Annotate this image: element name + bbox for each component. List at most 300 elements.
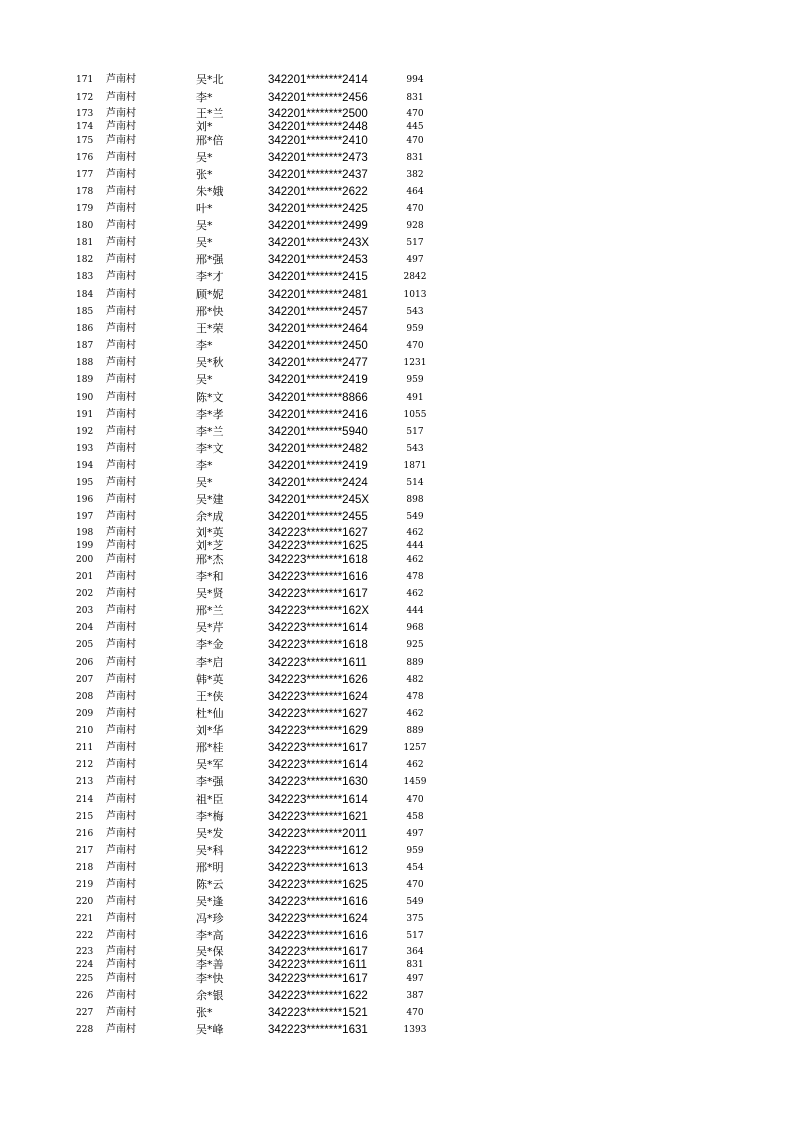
person-name: 吴*峰 — [196, 1023, 224, 1036]
village-name: 芦南村 — [106, 571, 136, 582]
id-number: 342201********2455 — [268, 511, 368, 523]
village-name: 芦南村 — [106, 121, 136, 132]
village-name: 芦南村 — [106, 540, 136, 551]
id-number: 342201********2410 — [268, 135, 368, 147]
table-row — [0, 989, 793, 1003]
table-row — [0, 539, 793, 553]
amount: 543 — [406, 307, 424, 317]
village-name: 芦南村 — [106, 323, 136, 334]
village-name: 芦南村 — [106, 990, 136, 1001]
table-row — [0, 305, 793, 319]
id-number: 342201********2482 — [268, 443, 368, 455]
id-number: 342223********1611 — [268, 959, 367, 971]
person-name: 邢*兰 — [196, 604, 224, 617]
id-number: 342223********1625 — [268, 540, 368, 552]
row-number: 184 — [76, 290, 94, 300]
table-row — [0, 861, 793, 875]
row-number: 177 — [76, 170, 94, 180]
person-name: 王*兰 — [196, 107, 224, 120]
table-row — [0, 673, 793, 687]
row-number: 171 — [76, 75, 94, 85]
row-number: 225 — [76, 974, 94, 984]
id-number: 342223********1631 — [268, 1024, 368, 1036]
id-number: 342223********1616 — [268, 571, 368, 583]
village-name: 芦南村 — [106, 845, 136, 856]
person-name: 吴*芹 — [196, 621, 224, 634]
row-number: 182 — [76, 255, 94, 265]
table-row — [0, 553, 793, 567]
person-name: 邢*强 — [196, 253, 224, 266]
person-name: 吴*建 — [196, 493, 224, 506]
row-number: 204 — [76, 623, 94, 633]
amount: 458 — [406, 812, 424, 822]
row-number: 226 — [76, 991, 94, 1001]
row-number: 178 — [76, 187, 94, 197]
amount: 482 — [406, 675, 424, 685]
amount: 514 — [406, 478, 424, 488]
row-number: 212 — [76, 760, 94, 770]
village-name: 芦南村 — [106, 862, 136, 873]
person-name: 吴* — [196, 476, 213, 489]
table-row — [0, 895, 793, 909]
person-name: 李*启 — [196, 656, 224, 669]
village-name: 芦南村 — [106, 443, 136, 454]
id-number: 342223********1614 — [268, 759, 368, 771]
row-number: 195 — [76, 478, 94, 488]
row-number: 180 — [76, 221, 94, 231]
id-number: 342223********1617 — [268, 973, 368, 985]
village-name: 芦南村 — [106, 135, 136, 146]
person-name: 陈*云 — [196, 878, 224, 891]
table-row — [0, 690, 793, 704]
person-name: 李*兰 — [196, 425, 224, 438]
table-row — [0, 526, 793, 540]
row-number: 203 — [76, 606, 94, 616]
table-row — [0, 339, 793, 353]
id-number: 342223********1616 — [268, 930, 368, 942]
id-number: 342223********1611 — [268, 657, 367, 669]
id-number: 342223********1630 — [268, 776, 368, 788]
row-number: 185 — [76, 307, 94, 317]
id-number: 342201********2416 — [268, 409, 368, 421]
person-name: 李*强 — [196, 775, 224, 788]
table-row — [0, 810, 793, 824]
id-number: 342223********1629 — [268, 725, 368, 737]
village-name: 芦南村 — [106, 811, 136, 822]
id-number: 342223********1627 — [268, 708, 368, 720]
amount: 497 — [406, 974, 424, 984]
village-name: 芦南村 — [106, 220, 136, 231]
amount: 462 — [406, 589, 424, 599]
person-name: 冯*珍 — [196, 912, 224, 925]
amount: 497 — [406, 255, 424, 265]
amount: 470 — [406, 880, 424, 890]
id-number: 342223********1612 — [268, 845, 368, 857]
table-row — [0, 912, 793, 926]
village-name: 芦南村 — [106, 913, 136, 924]
person-name: 吴* — [196, 219, 213, 232]
table-row — [0, 442, 793, 456]
village-name: 芦南村 — [106, 289, 136, 300]
village-name: 芦南村 — [106, 477, 136, 488]
id-number: 342201********2437 — [268, 169, 368, 181]
amount: 470 — [406, 109, 424, 119]
id-number: 342223********1621 — [268, 811, 368, 823]
amount: 470 — [406, 136, 424, 146]
amount: 959 — [406, 846, 424, 856]
person-name: 李*文 — [196, 442, 224, 455]
id-number: 342223********1613 — [268, 862, 368, 874]
person-name: 刘*华 — [196, 724, 224, 737]
person-name: 吴*军 — [196, 758, 224, 771]
row-number: 186 — [76, 324, 94, 334]
row-number: 174 — [76, 122, 94, 132]
row-number: 192 — [76, 427, 94, 437]
amount: 994 — [406, 75, 424, 85]
id-number: 342201********2425 — [268, 203, 368, 215]
row-number: 228 — [76, 1025, 94, 1035]
amount: 1393 — [403, 1025, 427, 1035]
person-name: 余*银 — [196, 989, 224, 1002]
table-row — [0, 391, 793, 405]
amount: 889 — [406, 726, 424, 736]
row-number: 215 — [76, 812, 94, 822]
amount: 462 — [406, 555, 424, 565]
person-name: 张* — [196, 168, 213, 181]
person-name: 吴*贤 — [196, 587, 224, 600]
amount: 1871 — [403, 461, 427, 471]
person-name: 李*才 — [196, 270, 224, 283]
row-number: 202 — [76, 589, 94, 599]
village-name: 芦南村 — [106, 622, 136, 633]
amount: 831 — [406, 93, 424, 103]
table-row — [0, 168, 793, 182]
row-number: 214 — [76, 795, 94, 805]
id-number: 342201********2464 — [268, 323, 368, 335]
amount: 470 — [406, 341, 424, 351]
row-number: 227 — [76, 1008, 94, 1018]
table-row — [0, 270, 793, 284]
person-name: 吴*发 — [196, 827, 224, 840]
table-row — [0, 621, 793, 635]
table-row — [0, 288, 793, 302]
village-name: 芦南村 — [106, 203, 136, 214]
amount: 517 — [406, 238, 424, 248]
row-number: 197 — [76, 512, 94, 522]
table-row — [0, 724, 793, 738]
row-number: 217 — [76, 846, 94, 856]
table-row — [0, 827, 793, 841]
person-name: 吴*北 — [196, 73, 224, 86]
id-number: 342201********2415 — [268, 271, 368, 283]
village-name: 芦南村 — [106, 674, 136, 685]
amount: 889 — [406, 658, 424, 668]
person-name: 李*梅 — [196, 810, 224, 823]
table-row — [0, 202, 793, 216]
id-number: 342223********1617 — [268, 742, 368, 754]
village-name: 芦南村 — [106, 169, 136, 180]
village-name: 芦南村 — [106, 237, 136, 248]
id-number: 342201********2424 — [268, 477, 368, 489]
id-number: 342223********1521 — [268, 1007, 368, 1019]
person-name: 吴* — [196, 373, 213, 386]
village-name: 芦南村 — [106, 946, 136, 957]
table-row — [0, 570, 793, 584]
table-row — [0, 638, 793, 652]
id-number: 342223********1618 — [268, 554, 368, 566]
person-name: 李*快 — [196, 972, 224, 985]
amount: 478 — [406, 572, 424, 582]
person-name: 李*金 — [196, 638, 224, 651]
table-row — [0, 972, 793, 986]
village-name: 芦南村 — [106, 588, 136, 599]
amount: 1013 — [403, 290, 427, 300]
table-row — [0, 758, 793, 772]
amount: 1231 — [403, 358, 427, 368]
village-name: 芦南村 — [106, 554, 136, 565]
row-number: 175 — [76, 136, 94, 146]
person-name: 刘*芝 — [196, 539, 224, 552]
person-name: 韩*英 — [196, 673, 224, 686]
person-name: 李* — [196, 459, 213, 472]
village-name: 芦南村 — [106, 691, 136, 702]
id-number: 342201********2622 — [268, 186, 368, 198]
id-number: 342201********2457 — [268, 306, 368, 318]
person-name: 张* — [196, 1006, 213, 1019]
table-row — [0, 878, 793, 892]
id-number: 342201********2414 — [268, 74, 368, 86]
row-number: 216 — [76, 829, 94, 839]
id-number: 342201********245X — [268, 494, 370, 506]
id-number: 342201********2481 — [268, 289, 368, 301]
row-number: 209 — [76, 709, 94, 719]
village-name: 芦南村 — [106, 527, 136, 538]
row-number: 210 — [76, 726, 94, 736]
table-row — [0, 510, 793, 524]
person-name: 吴*逢 — [196, 895, 224, 908]
id-number: 342223********1624 — [268, 691, 368, 703]
village-name: 芦南村 — [106, 1024, 136, 1035]
amount: 454 — [406, 863, 424, 873]
id-number: 342201********2419 — [268, 460, 368, 472]
village-name: 芦南村 — [106, 742, 136, 753]
table-row — [0, 929, 793, 943]
person-name: 顾*妮 — [196, 288, 224, 301]
row-number: 201 — [76, 572, 94, 582]
amount: 959 — [406, 324, 424, 334]
table-row — [0, 958, 793, 972]
village-name: 芦南村 — [106, 186, 136, 197]
table-row — [0, 134, 793, 148]
amount: 1055 — [403, 410, 427, 420]
table-row — [0, 151, 793, 165]
table-row — [0, 120, 793, 134]
table-row — [0, 775, 793, 789]
village-name: 芦南村 — [106, 494, 136, 505]
village-name: 芦南村 — [106, 426, 136, 437]
person-name: 朱*娥 — [196, 185, 224, 198]
amount: 375 — [406, 914, 424, 924]
row-number: 200 — [76, 555, 94, 565]
row-number: 219 — [76, 880, 94, 890]
table-row — [0, 707, 793, 721]
row-number: 172 — [76, 93, 94, 103]
person-name: 邢*杰 — [196, 553, 224, 566]
amount: 470 — [406, 204, 424, 214]
id-number: 342201********2477 — [268, 357, 368, 369]
person-name: 余*成 — [196, 510, 224, 523]
amount: 462 — [406, 760, 424, 770]
id-number: 342201********2450 — [268, 340, 368, 352]
id-number: 342223********1624 — [268, 913, 368, 925]
row-number: 221 — [76, 914, 94, 924]
table-row — [0, 322, 793, 336]
row-number: 223 — [76, 947, 94, 957]
table-row — [0, 945, 793, 959]
id-number: 342223********1627 — [268, 527, 368, 539]
table-row — [0, 356, 793, 370]
table-row — [0, 107, 793, 121]
village-name: 芦南村 — [106, 708, 136, 719]
table-row — [0, 253, 793, 267]
amount: 925 — [406, 640, 424, 650]
person-name: 祖*臣 — [196, 793, 224, 806]
person-name: 吴*秋 — [196, 356, 224, 369]
table-row — [0, 373, 793, 387]
village-name: 芦南村 — [106, 374, 136, 385]
table-row — [0, 476, 793, 490]
village-name: 芦南村 — [106, 108, 136, 119]
village-name: 芦南村 — [106, 896, 136, 907]
village-name: 芦南村 — [106, 959, 136, 970]
id-number: 342223********162X — [268, 605, 370, 617]
id-number: 342223********1614 — [268, 794, 368, 806]
village-name: 芦南村 — [106, 306, 136, 317]
row-number: 179 — [76, 204, 94, 214]
row-number: 206 — [76, 658, 94, 668]
person-name: 王*荣 — [196, 322, 224, 335]
table-row — [0, 793, 793, 807]
id-number: 342223********1622 — [268, 990, 368, 1002]
id-number: 342223********1625 — [268, 879, 368, 891]
person-name: 邢*明 — [196, 861, 224, 874]
row-number: 198 — [76, 528, 94, 538]
person-name: 李*孝 — [196, 408, 224, 421]
village-name: 芦南村 — [106, 639, 136, 650]
amount: 959 — [406, 375, 424, 385]
amount: 928 — [406, 221, 424, 231]
amount: 462 — [406, 709, 424, 719]
person-name: 吴*保 — [196, 945, 224, 958]
row-number: 183 — [76, 272, 94, 282]
row-number: 173 — [76, 109, 94, 119]
amount: 898 — [406, 495, 424, 505]
village-name: 芦南村 — [106, 759, 136, 770]
village-name: 芦南村 — [106, 357, 136, 368]
amount: 444 — [406, 541, 424, 551]
village-name: 芦南村 — [106, 271, 136, 282]
row-number: 213 — [76, 777, 94, 787]
person-name: 吴*科 — [196, 844, 224, 857]
id-number: 342201********2499 — [268, 220, 368, 232]
row-number: 224 — [76, 960, 94, 970]
table-row — [0, 493, 793, 507]
person-name: 吴* — [196, 151, 213, 164]
id-number: 342223********1617 — [268, 946, 368, 958]
village-name: 芦南村 — [106, 973, 136, 984]
table-row — [0, 219, 793, 233]
village-name: 芦南村 — [106, 511, 136, 522]
amount: 491 — [406, 393, 424, 403]
amount: 1257 — [403, 743, 427, 753]
amount: 543 — [406, 444, 424, 454]
person-name: 邢*倍 — [196, 134, 224, 147]
village-name: 芦南村 — [106, 794, 136, 805]
amount: 497 — [406, 829, 424, 839]
person-name: 刘*英 — [196, 526, 224, 539]
table-row — [0, 408, 793, 422]
village-name: 芦南村 — [106, 605, 136, 616]
row-number: 222 — [76, 931, 94, 941]
row-number: 205 — [76, 640, 94, 650]
village-name: 芦南村 — [106, 930, 136, 941]
table-row — [0, 604, 793, 618]
row-number: 189 — [76, 375, 94, 385]
person-name: 李*和 — [196, 570, 224, 583]
id-number: 342201********243X — [268, 237, 370, 249]
village-name: 芦南村 — [106, 460, 136, 471]
person-name: 李*善 — [196, 958, 224, 971]
amount: 364 — [406, 947, 424, 957]
village-name: 芦南村 — [106, 776, 136, 787]
row-number: 194 — [76, 461, 94, 471]
table-row — [0, 91, 793, 105]
amount: 464 — [406, 187, 424, 197]
person-name: 李* — [196, 91, 213, 104]
village-name: 芦南村 — [106, 1007, 136, 1018]
id-number: 342201********5940 — [268, 426, 368, 438]
person-name: 陈*文 — [196, 391, 224, 404]
village-name: 芦南村 — [106, 392, 136, 403]
table-row — [0, 459, 793, 473]
person-name: 邢*桂 — [196, 741, 224, 754]
row-number: 181 — [76, 238, 94, 248]
row-number: 199 — [76, 541, 94, 551]
person-name: 叶* — [196, 202, 213, 215]
id-number: 342223********1616 — [268, 896, 368, 908]
amount: 968 — [406, 623, 424, 633]
id-number: 342201********2419 — [268, 374, 368, 386]
table-row — [0, 1023, 793, 1037]
village-name: 芦南村 — [106, 828, 136, 839]
row-number: 211 — [76, 743, 94, 753]
table-row — [0, 236, 793, 250]
table-row — [0, 844, 793, 858]
person-name: 李* — [196, 339, 213, 352]
amount: 831 — [406, 960, 424, 970]
amount: 517 — [406, 427, 424, 437]
village-name: 芦南村 — [106, 74, 136, 85]
amount: 387 — [406, 991, 424, 1001]
person-name: 刘* — [196, 120, 213, 133]
id-number: 342201********8866 — [268, 392, 368, 404]
village-name: 芦南村 — [106, 340, 136, 351]
id-number: 342223********1614 — [268, 622, 368, 634]
amount: 462 — [406, 528, 424, 538]
table-row — [0, 1006, 793, 1020]
village-name: 芦南村 — [106, 152, 136, 163]
amount: 470 — [406, 795, 424, 805]
